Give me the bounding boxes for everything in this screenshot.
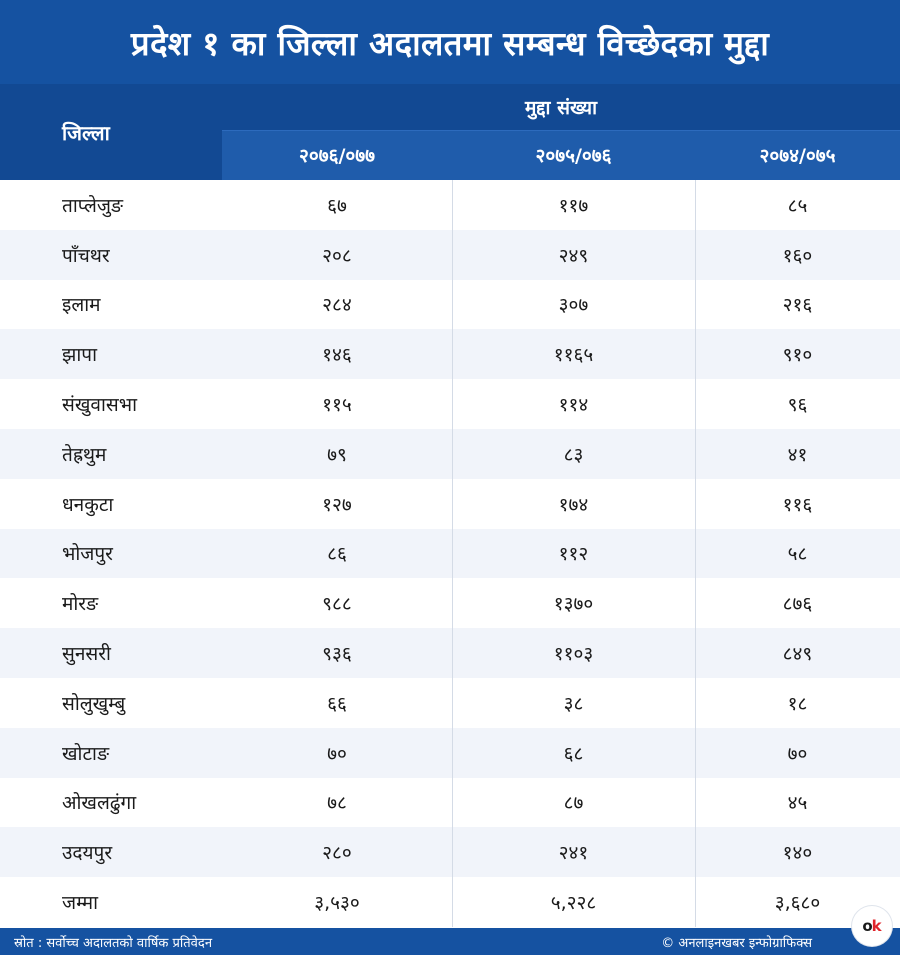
value-2076-077: ३,५३० xyxy=(314,892,360,915)
column-divider xyxy=(695,180,696,927)
district-name: मोरङ xyxy=(62,593,99,616)
value-2074-075: १४० xyxy=(782,842,813,865)
title-bar xyxy=(0,0,900,84)
value-2074-075: ८४९ xyxy=(782,643,813,666)
value-2074-075: २१६ xyxy=(782,294,813,317)
district-header-label: जिल्ला xyxy=(62,120,110,145)
district-name: भोजपुर xyxy=(62,543,113,566)
value-2074-075: ७० xyxy=(787,742,808,765)
table-row xyxy=(0,877,900,927)
value-2074-075: ९१० xyxy=(782,344,813,367)
table-row xyxy=(0,827,900,877)
table-row xyxy=(0,628,900,678)
value-2075-076: १७४ xyxy=(558,493,589,516)
credit-note: © अनलाइनखबर इन्फोग्राफिक्स xyxy=(661,935,812,951)
table-row xyxy=(0,479,900,529)
case-count-header-label: मुद्दा संख्या xyxy=(525,97,597,119)
value-2075-076: २४१ xyxy=(558,842,589,865)
value-2074-075: ८७६ xyxy=(782,593,813,616)
value-2076-077: २८४ xyxy=(322,294,352,317)
value-2074-075: ३,६८० xyxy=(774,892,821,915)
logo-letter-o: o xyxy=(862,917,873,935)
page-title: प्रदेश १ का जिल्ला अदालतमा सम्बन्ध विच्छेदका मुद्दा xyxy=(130,23,770,63)
value-2075-076: ८७ xyxy=(563,792,584,815)
value-2074-075: ४५ xyxy=(787,792,808,815)
table-row xyxy=(0,379,900,429)
value-2076-077: ९८८ xyxy=(322,593,352,616)
value-2076-077: ९३६ xyxy=(322,643,352,666)
value-2074-075: १६० xyxy=(782,244,813,267)
value-2076-077: ७० xyxy=(327,742,347,765)
table-row xyxy=(0,678,900,728)
table-row xyxy=(0,329,900,379)
source-note: स्रोत : सर्वोच्च अदालतको वार्षिक प्रतिवेदन xyxy=(14,935,213,951)
district-name: धनकुटा xyxy=(62,493,114,516)
district-name: झापा xyxy=(62,344,97,367)
value-2074-075: १८ xyxy=(787,692,808,715)
value-2075-076: ११७ xyxy=(558,194,589,217)
table-row xyxy=(0,429,900,479)
value-2075-076: ३८ xyxy=(563,692,584,715)
table-body xyxy=(0,180,900,927)
table-row xyxy=(0,728,900,778)
value-2075-076: ११०३ xyxy=(553,643,594,666)
value-2076-077: १४६ xyxy=(322,344,352,367)
year-header-1: २०७६/०७७ xyxy=(298,145,376,167)
district-name: ओखलढुंगा xyxy=(62,792,137,815)
year-header-2: २०७५/०७६ xyxy=(535,145,612,167)
district-name: खोटाङ xyxy=(62,742,110,765)
table-row xyxy=(0,529,900,579)
value-2074-075: ८५ xyxy=(787,194,808,217)
table-row xyxy=(0,280,900,330)
value-2075-076: २४९ xyxy=(558,244,589,267)
value-2076-077: ८६ xyxy=(327,543,347,566)
value-2075-076: ३०७ xyxy=(558,294,589,317)
value-2076-077: ७८ xyxy=(327,792,347,815)
value-2076-077: ६६ xyxy=(327,692,347,715)
logo-letter-k: k xyxy=(871,917,882,935)
district-name: संखुवासभा xyxy=(62,394,137,417)
value-2076-077: ६७ xyxy=(327,194,347,217)
table-row xyxy=(0,180,900,230)
value-2075-076: ११२ xyxy=(558,543,589,566)
district-column-header xyxy=(0,84,222,180)
value-2076-077: १२७ xyxy=(322,493,352,516)
value-2074-075: ५८ xyxy=(787,543,808,566)
value-2075-076: १३७० xyxy=(553,593,594,616)
table-row xyxy=(0,578,900,628)
value-2075-076: ११४ xyxy=(558,394,589,417)
district-name: उदयपुर xyxy=(62,842,113,865)
value-2074-075: ४१ xyxy=(787,443,808,466)
value-2076-077: २८० xyxy=(322,842,352,865)
value-2076-077: ११५ xyxy=(322,394,352,417)
district-name: इलाम xyxy=(62,294,101,317)
column-divider xyxy=(452,180,453,927)
value-2075-076: ८३ xyxy=(563,443,584,466)
value-2076-077: ७९ xyxy=(327,443,347,466)
table-header xyxy=(0,84,900,180)
district-name: पाँचथर xyxy=(62,244,110,267)
district-name: जम्मा xyxy=(62,892,99,915)
district-name: तेह्रथुम xyxy=(62,443,107,466)
case-count-group-header xyxy=(222,84,900,131)
value-2075-076: ६८ xyxy=(563,742,584,765)
footer-bar xyxy=(0,928,900,955)
district-name: ताप्लेजुङ xyxy=(62,194,124,217)
year-header-3: २०७४/०७५ xyxy=(759,145,836,167)
value-2076-077: २०८ xyxy=(322,244,352,267)
district-name: सुनसरी xyxy=(62,643,111,666)
value-2074-075: ११६ xyxy=(782,493,813,516)
value-2075-076: ५,२२८ xyxy=(550,892,597,915)
value-2075-076: ११६५ xyxy=(553,344,594,367)
table-row xyxy=(0,778,900,828)
district-name: सोलुखुम्बु xyxy=(62,692,126,715)
value-2074-075: ९६ xyxy=(787,394,808,417)
onlinekhabar-logo xyxy=(852,906,892,946)
table-row xyxy=(0,230,900,280)
